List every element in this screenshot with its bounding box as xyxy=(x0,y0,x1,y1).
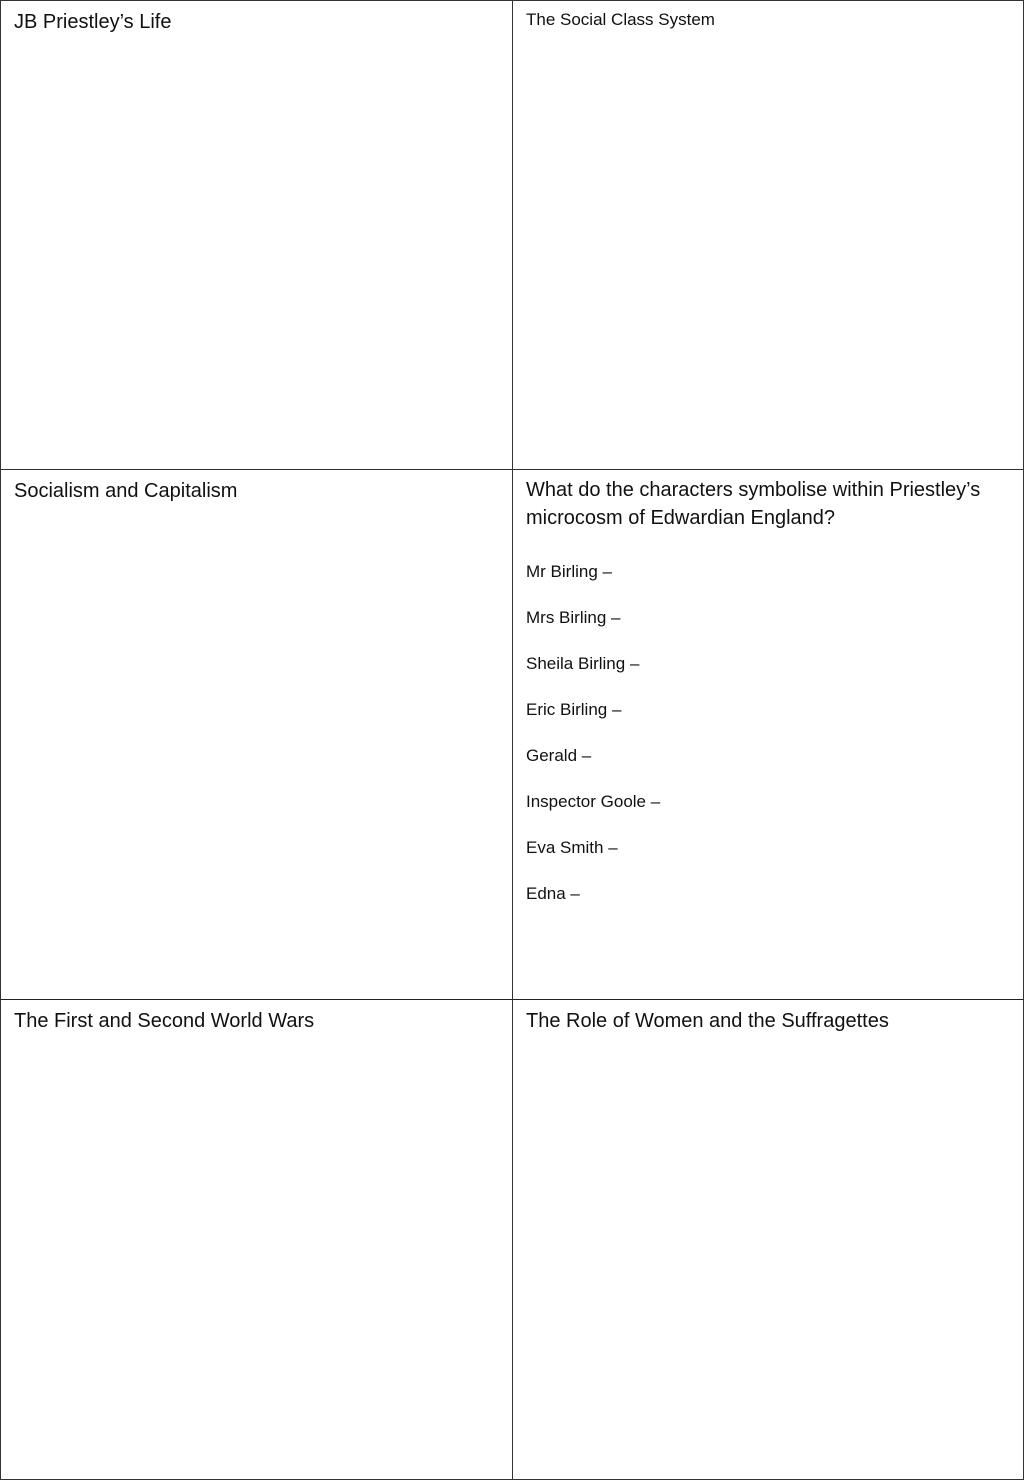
character-item: Inspector Goole – xyxy=(526,792,661,811)
cell-socialism-capitalism xyxy=(0,469,513,1000)
cell-social-class-system xyxy=(512,0,1024,470)
cell-heading-life: JB Priestley’s Life xyxy=(14,11,172,33)
cell-heading-wars: The First and Second World Wars xyxy=(14,1010,315,1032)
character-item: Sheila Birling – xyxy=(526,654,640,673)
character-item: Mr Birling – xyxy=(526,562,612,581)
cell-characters-symbolise xyxy=(512,469,1024,1000)
cell-heading-socialism: Socialism and Capitalism xyxy=(14,480,238,502)
character-item: Eric Birling – xyxy=(526,700,622,719)
character-item: Mrs Birling – xyxy=(526,608,621,627)
cell-heading-social-class: The Social Class System xyxy=(526,10,715,29)
cell-women-suffragettes xyxy=(512,999,1024,1480)
cell-heading-characters: What do the characters symbolise within Priestley’s microcosm of Edwardian England? xyxy=(526,479,981,529)
cell-heading-women: The Role of Women and the Suffragettes xyxy=(526,1010,889,1032)
character-item: Gerald – xyxy=(526,746,592,765)
character-item: Edna – xyxy=(526,884,580,903)
cell-jb-priestley-life xyxy=(0,0,513,470)
character-list xyxy=(526,561,660,929)
cell-world-wars xyxy=(0,999,513,1480)
character-item: Eva Smith – xyxy=(526,838,618,857)
